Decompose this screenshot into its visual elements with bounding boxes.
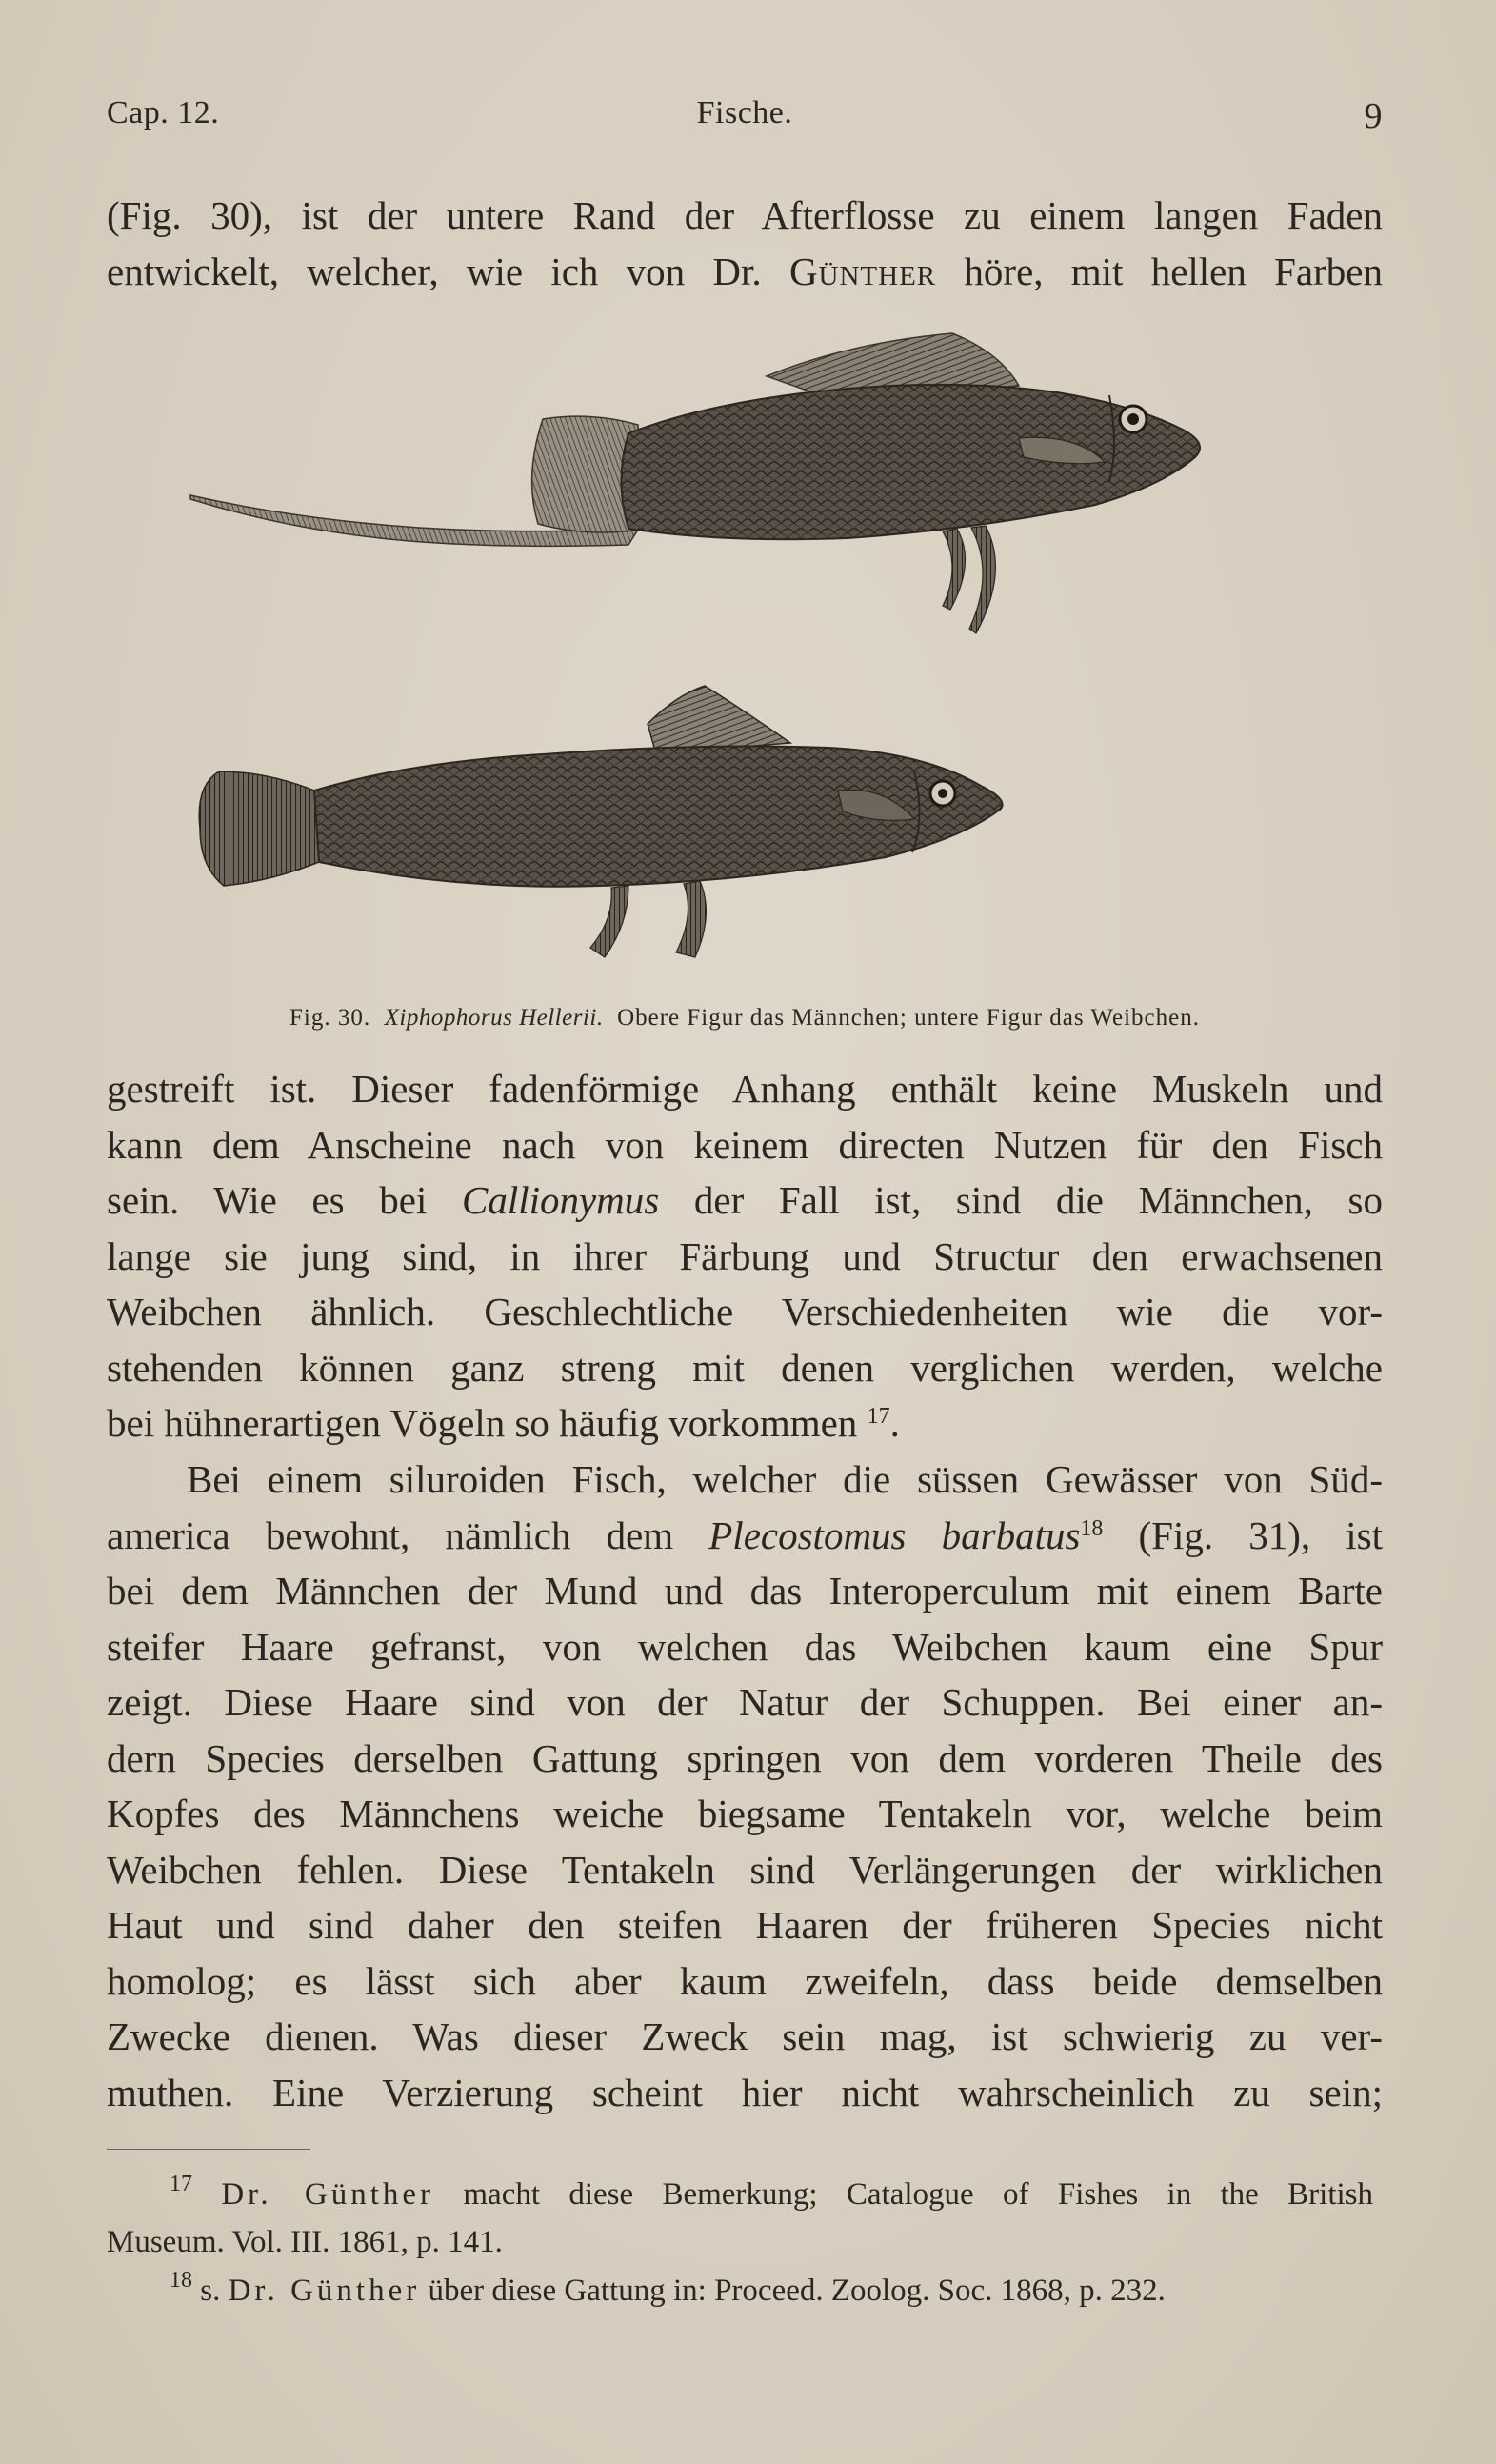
section-title: Fische.: [696, 95, 793, 130]
text-line: bei dem Männchen der Mund und das Interoperculum mit einem Barte: [107, 1569, 1383, 1613]
footnote-17: [107, 2171, 1373, 2266]
footnote-number: 18: [170, 2268, 192, 2293]
text-line: Zwecke dienen. Was dieser Zweck sein mag, ist schwierig zu ver-: [107, 2014, 1383, 2058]
footnote-ref[interactable]: 18: [1080, 1515, 1104, 1541]
text-line: Weibchen fehlen. Diese Tentakeln sind Verlängerungen der wirklichen: [107, 1847, 1383, 1892]
text-line: kann dem Anscheine nach von keinem directen Nutzen für den Fisch: [107, 1122, 1383, 1167]
footnote-line: $^{17}$ Dr. Günther macht diese Bemerkung; Catalogue of Fishes in the British: [170, 2172, 1374, 2212]
text-line: sein. Wie es bei Callionymus der Fall ist, sind die Männchen, so: [107, 1178, 1383, 1222]
text-line: america bewohnt, nämlich dem Plecostomus barbatus$^{18}$ (Fig. 31), ist: [107, 1512, 1383, 1557]
text-line: zeigt. Diese Haare sind von der Natur der Schuppen. Bei einer an-: [107, 1680, 1383, 1724]
text-line: (Fig. 30), ist der untere Rand der Afterflosse zu einem langen Faden: [107, 193, 1383, 237]
footnote-divider: [107, 2149, 310, 2150]
species-name: Plecostomus barbatus: [708, 1512, 1081, 1557]
text-line: Weibchen ähnlich. Geschlechtliche Verschiedenheiten wie die vor-: [107, 1290, 1383, 1333]
caption-text: Obere Figur das Männchen; untere Figur das Weibchen.: [617, 1005, 1200, 1031]
figure-number: Fig. 30.: [289, 1005, 371, 1031]
text-line: steifer Haare gefranst, von welchen das Weibchen kaum eine Spur: [107, 1624, 1383, 1669]
text-line: gestreift ist. Dieser fadenförmige Anhang enthält keine Muskeln und: [107, 1067, 1383, 1111]
footnote-18: [107, 2267, 1373, 2314]
footnote-line: $^{18}$ s. Dr. Günther über diese Gattung in: Proceed. Zoolog. Soc. 1868, p. 232.: [170, 2268, 1166, 2308]
male-fish: [190, 333, 1200, 633]
page-number: 9: [1364, 96, 1383, 136]
text-line: lange sie jung sind, in ihrer Färbung und Structur den erwachsenen: [107, 1233, 1383, 1278]
paragraph-continued: [107, 188, 1383, 299]
figure-caption: [107, 1005, 1383, 1032]
text-line: Haut und sind daher den steifen Haaren der früheren Species nicht: [107, 1903, 1383, 1947]
author-name: Günther: [788, 249, 937, 293]
female-fish: [199, 686, 1002, 957]
species-name: Xiphophorus Hellerii.: [384, 1005, 604, 1031]
text-line: entwickelt, welcher, wie ich von Dr. Günther höre, mit hellen Farben: [107, 249, 1383, 293]
chapter-label: Cap. 12.: [107, 95, 220, 130]
fish-illustration: [181, 324, 1324, 991]
text-line: stehenden können ganz streng mit denen verglichen werden, welche: [107, 1345, 1383, 1390]
footnote-ref[interactable]: 17: [867, 1404, 890, 1429]
text-line: muthen. Eine Verzierung scheint hier nicht wahrscheinlich zu sein;: [107, 2070, 1383, 2114]
text-line: Kopfes des Männchens weiche biegsame Tentakeln vor, welche beim: [107, 1792, 1383, 1835]
paragraph-main: [107, 1061, 1383, 1452]
text-line: homolog; es lässt sich aber kaum zweifeln, dass beide demselben: [107, 1958, 1383, 2003]
running-header: [107, 95, 1383, 143]
paragraph-siluroid: [107, 1452, 1383, 2120]
footnote-line: Museum. Vol. III. 1861, p. 141.: [107, 2225, 503, 2259]
genus-name: Callionymus: [461, 1178, 660, 1222]
text-line: bei hühnerartigen Vögeln so häufig vorkommen $^{17}$.: [107, 1401, 900, 1445]
footnote-number: 17: [170, 2172, 192, 2196]
text-line: dern Species derselben Gattung springen von dem vorderen Theile des: [107, 1735, 1383, 1780]
text-line: Bei einem siluroiden Fisch, welcher die süssen Gewässer von Süd-: [187, 1457, 1383, 1501]
